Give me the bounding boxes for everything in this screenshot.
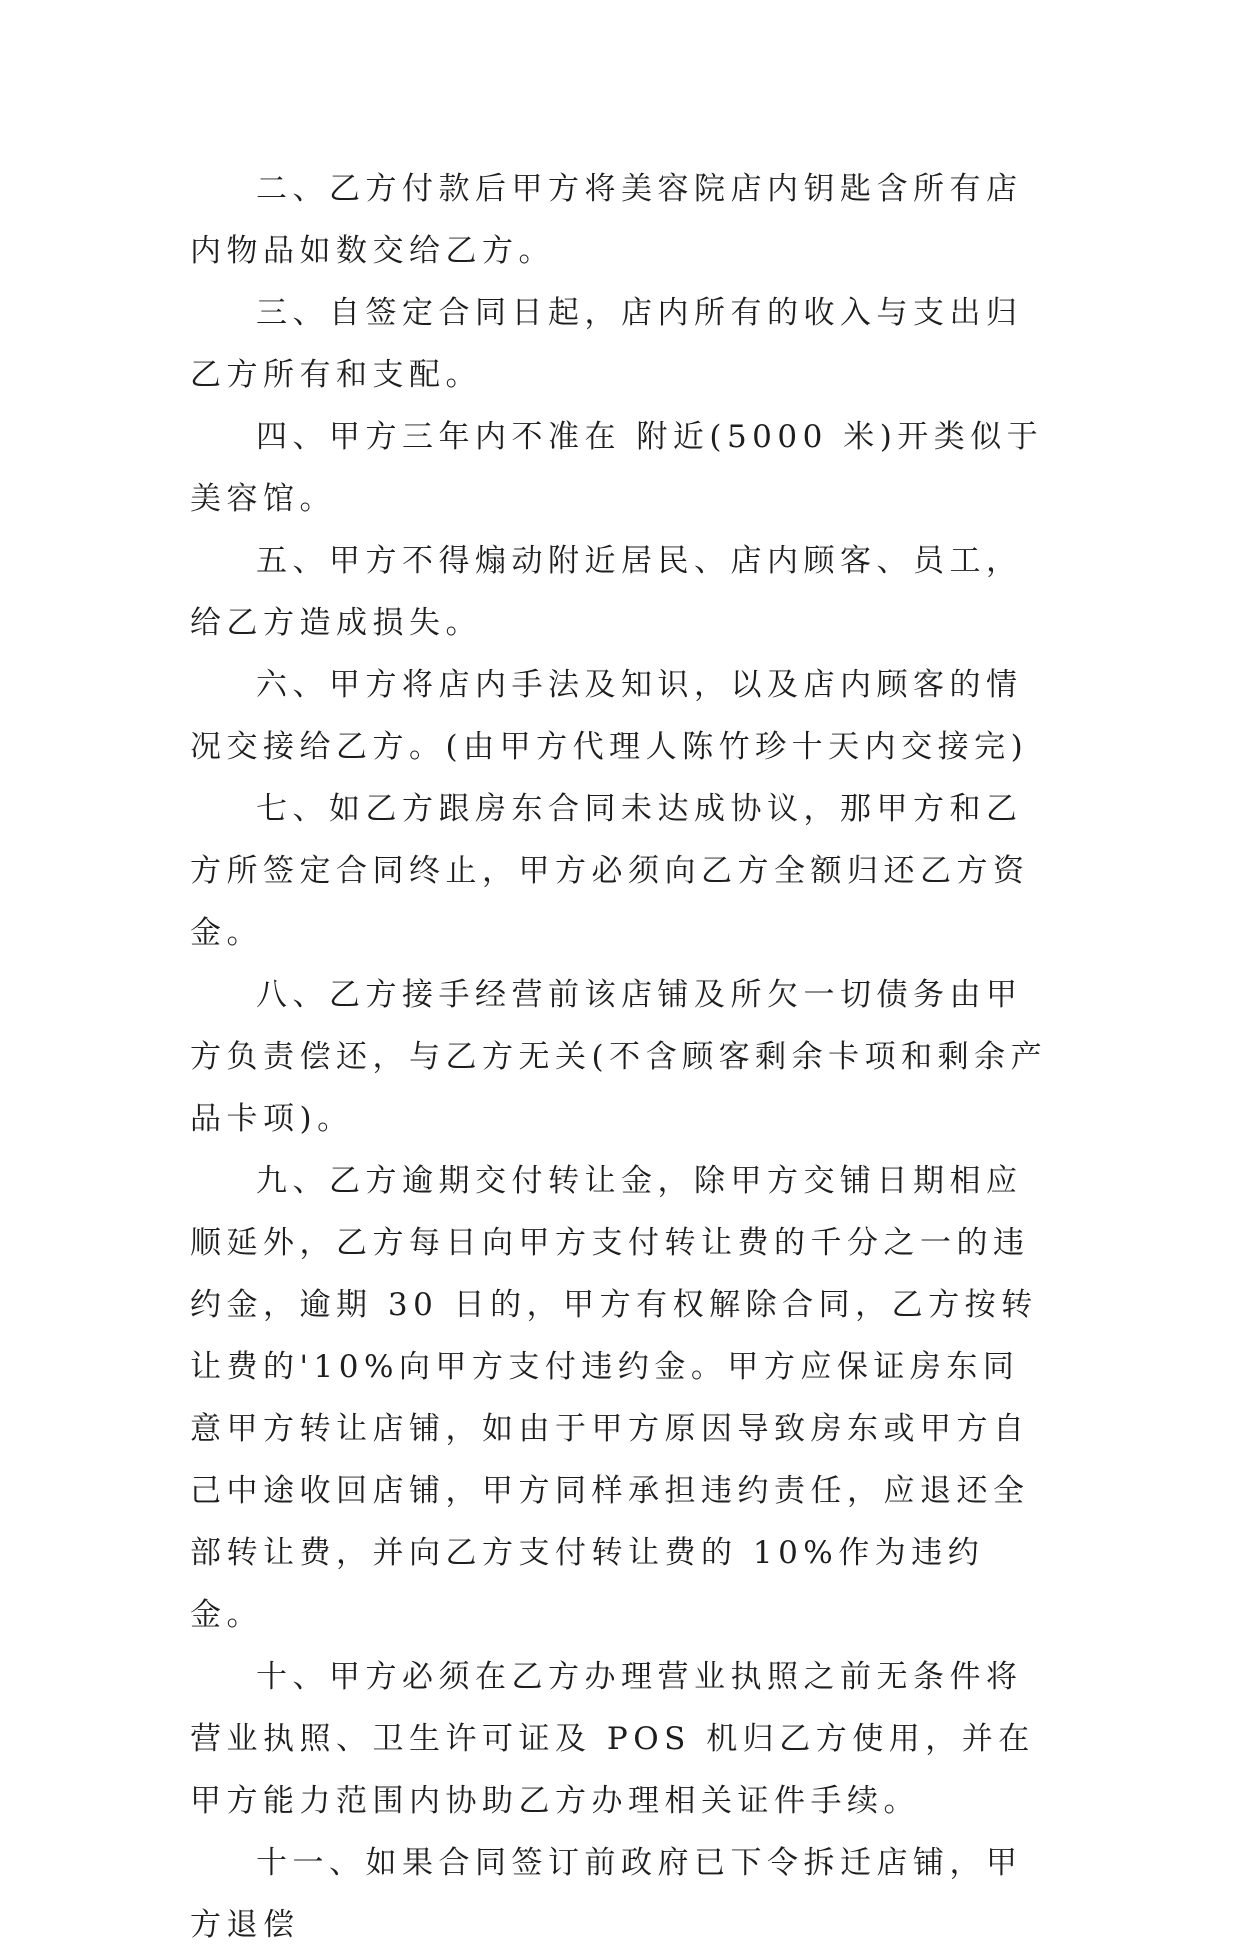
clause-3: 三、自签定合同日起，店内所有的收入与支出归乙方所有和支配。 bbox=[190, 295, 1023, 393]
clause-6: 六、甲方将店内手法及知识，以及店内顾客的情况交接给乙方。(由甲方代理人陈竹珍十天内交接完) bbox=[190, 667, 1029, 765]
document-body bbox=[190, 158, 1052, 1956]
clause-10: 十、甲方必须在乙方办理营业执照之前无条件将营业执照、卫生许可证及 POS 机归乙方使用，并在甲方能力范围内协助乙方办理相关证件手续。 bbox=[190, 1659, 1035, 1819]
clause-4: 四、甲方三年内不准在 附近(5000 米)开类似于美容馆。 bbox=[190, 419, 1044, 517]
clause-2: 二、乙方付款后甲方将美容院店内钥匙含所有店内物品如数交给乙方。 bbox=[190, 171, 1023, 269]
clause-7: 七、如乙方跟房东合同未达成协议，那甲方和乙方所签定合同终止，甲方必须向乙方全额归还乙方资金。 bbox=[190, 791, 1030, 951]
clause-5: 五、甲方不得煽动附近居民、店内顾客、员工，给乙方造成损失。 bbox=[190, 543, 1023, 641]
clause-8: 八、乙方接手经营前该店铺及所欠一切债务由甲方负责偿还，与乙方无关(不含顾客剩余卡项和剩余产品卡项)。 bbox=[190, 977, 1048, 1137]
clause-9: 九、乙方逾期交付转让金，除甲方交铺日期相应顺延外，乙方每日向甲方支付转让费的千分之一的违约金，逾期 30 日的，甲方有权解除合同，乙方按转让费的'10%向甲方支付违约金。甲方应保证房东同意甲方转让店铺，如由于甲方原因导致房东或甲方自己中途收回店铺，甲方同样承担违约责任，应退还全部转让费，并向乙方支付转让费的 10%作为违约金。 bbox=[190, 1163, 1038, 1633]
clause-11: 十一、如果合同签订前政府已下令拆迁店铺，甲方退偿 bbox=[190, 1845, 1023, 1943]
